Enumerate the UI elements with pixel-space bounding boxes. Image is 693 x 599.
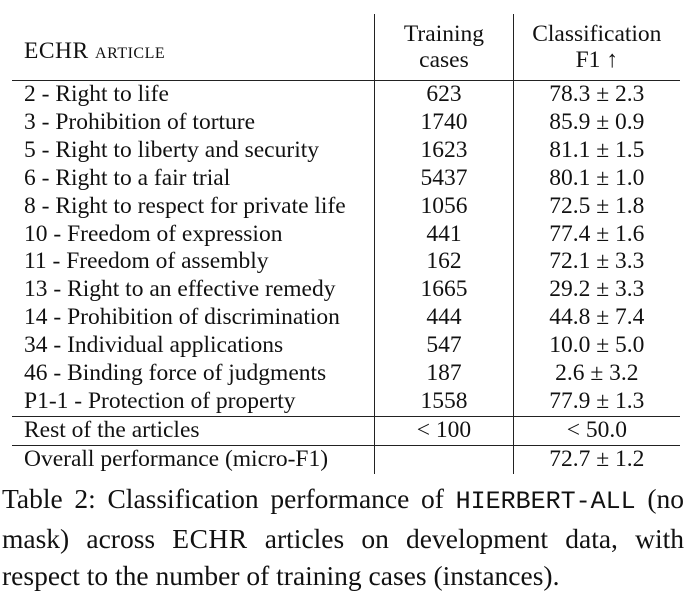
- table-row: [12, 193, 680, 221]
- cell-training-cases: 441: [375, 221, 513, 249]
- cell-article: 13 - Right to an effective remedy: [24, 276, 336, 303]
- table-row: [12, 221, 680, 249]
- table-caption: Table 2: Classification performance of HIERBERT-ALL (no mask) across ECHR articles on development data, with respect to the number of training cases (instances).: [2, 483, 684, 591]
- cell-article: P1-1 - Protection of property: [24, 387, 296, 414]
- table-row: [12, 165, 680, 193]
- cell-training-cases: 623: [375, 81, 513, 109]
- table-row: [12, 109, 680, 137]
- table-row: [12, 248, 680, 276]
- cell-article: 14 - Prohibition of discrimination: [24, 304, 340, 331]
- table-row: [12, 388, 680, 416]
- cell-training-cases: 1558: [375, 388, 513, 416]
- cell-article: 3 - Prohibition of torture: [24, 108, 256, 135]
- cell-article: Rest of the articles: [12, 416, 375, 445]
- cell-f1: 81.1 ± 1.5: [513, 137, 680, 165]
- cell-f1: 77.4 ± 1.6: [513, 221, 680, 249]
- header-classification-f1: Classification F1 ↑: [513, 14, 680, 81]
- echr-abbrev: ECHR: [172, 523, 248, 554]
- cell-article: 2 - Right to life: [12, 81, 375, 109]
- cell-f1: 44.8 ± 7.4: [513, 304, 680, 332]
- rest-row: [12, 416, 680, 445]
- table-row: [12, 276, 680, 304]
- cell-article: 5 - Right to liberty and security: [24, 136, 320, 163]
- cell-training-cases: [375, 445, 513, 473]
- cell-training-cases: 1665: [375, 276, 513, 304]
- results-table: [12, 14, 680, 474]
- table-row: [12, 81, 680, 109]
- cell-training-cases: 162: [375, 248, 513, 276]
- header-article: ECHR article: [24, 38, 166, 64]
- cell-f1: 77.9 ± 1.3: [513, 388, 680, 416]
- cell-article: 11 - Freedom of assembly: [24, 248, 269, 275]
- overall-row: [12, 445, 680, 473]
- cell-article: 34 - Individual applications: [24, 332, 284, 359]
- cell-article: Overall performance (micro-F1): [12, 445, 375, 473]
- cell-f1: 72.1 ± 3.3: [513, 248, 680, 276]
- cell-training-cases: 1056: [375, 193, 513, 221]
- cell-f1: 72.7 ± 1.2: [513, 445, 680, 473]
- cell-training-cases: < 100: [375, 416, 513, 445]
- cell-article: 8 - Right to respect for private life: [24, 192, 346, 219]
- cell-article: 10 - Freedom of expression: [24, 220, 283, 247]
- cell-f1: 2.6 ± 3.2: [513, 360, 680, 388]
- table-row: [12, 304, 680, 332]
- cell-f1: 29.2 ± 3.3: [513, 276, 680, 304]
- cell-f1: 10.0 ± 5.0: [513, 332, 680, 360]
- header-training-cases: Training cases: [375, 14, 513, 81]
- cell-training-cases: 1623: [375, 137, 513, 165]
- cell-article: 46 - Binding force of judgments: [24, 360, 327, 387]
- cell-training-cases: 1740: [375, 109, 513, 137]
- cell-training-cases: 444: [375, 304, 513, 332]
- cell-f1: 78.3 ± 2.3: [513, 81, 680, 109]
- table-row: [12, 332, 680, 360]
- cell-f1: < 50.0: [513, 416, 680, 445]
- cell-article: 6 - Right to a fair trial: [24, 164, 231, 191]
- table-row: [12, 360, 680, 388]
- cell-f1: 85.9 ± 0.9: [513, 109, 680, 137]
- cell-f1: 80.1 ± 1.0: [513, 165, 680, 193]
- cell-training-cases: 187: [375, 360, 513, 388]
- cell-training-cases: 547: [375, 332, 513, 360]
- cell-training-cases: 5437: [375, 165, 513, 193]
- model-name: HIERBERT-ALL: [455, 487, 636, 516]
- cell-f1: 72.5 ± 1.8: [513, 193, 680, 221]
- table-row: [12, 137, 680, 165]
- header-row: [12, 14, 680, 81]
